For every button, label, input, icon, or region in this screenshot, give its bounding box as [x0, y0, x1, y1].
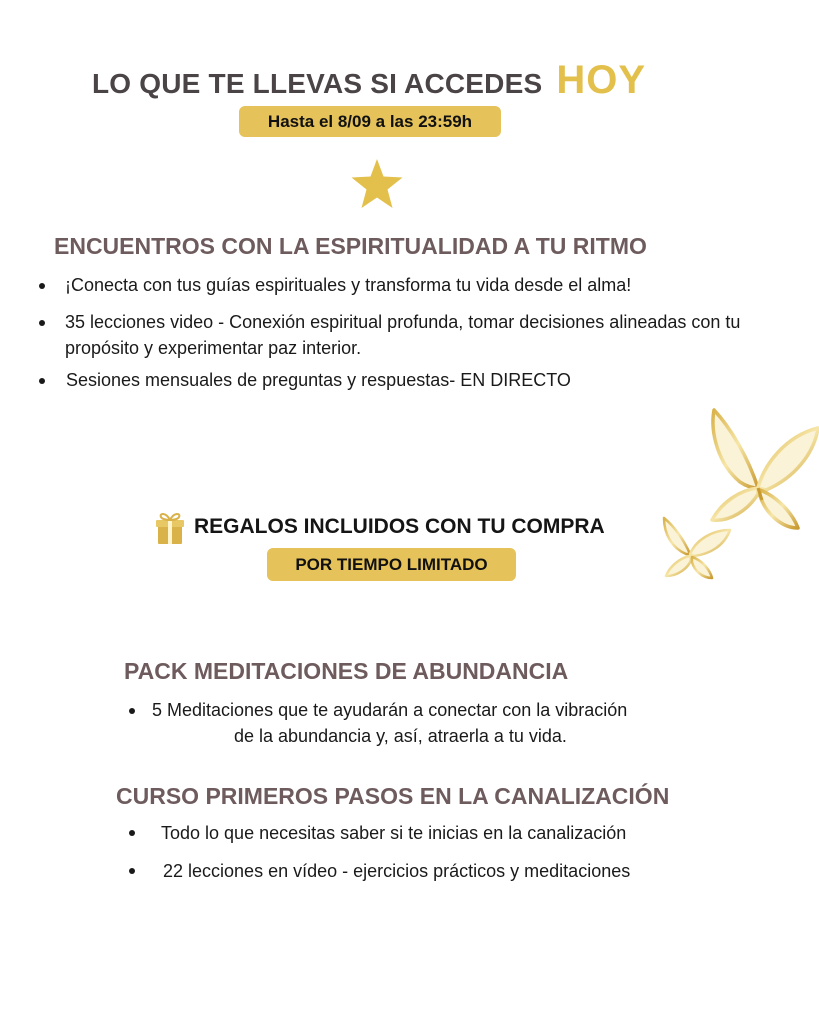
list-item: Todo lo que necesitas saber si te inicias en la canalización: [125, 820, 745, 846]
course-list: [125, 820, 745, 884]
list-item: [124, 697, 724, 749]
butterfly-icon: [660, 512, 732, 582]
deadline-badge: Hasta el 8/09 a las 23:59h: [239, 106, 501, 137]
list-item-line: 5 Meditaciones que te ayudarán a conectar con la vibración: [152, 700, 628, 720]
star-icon: [350, 158, 404, 210]
list-item: 22 lecciones en vídeo - ejercicios prácticos y meditaciones: [125, 858, 745, 884]
headline-text: LO QUE TE LLEVAS SI ACCEDES: [92, 68, 543, 99]
headline-accent-text: HOY: [556, 58, 647, 102]
meditations-list: [124, 697, 724, 749]
list-item-line: de la abundancia y, así, atraerla a tu vida.: [234, 726, 567, 746]
spirituality-benefits-list: [38, 272, 813, 393]
section-title-meditations: PACK MEDITACIONES DE ABUNDANCIA: [124, 658, 569, 684]
limited-time-badge: POR TIEMPO LIMITADO: [267, 548, 516, 581]
list-item: 35 lecciones video - Conexión espiritual profunda, tomar decisiones alineadas con tu propósito y experimentar paz interior.: [38, 309, 813, 361]
main-headline: [92, 58, 646, 103]
gifts-title: REGALOS INCLUIDOS CON TU COMPRA: [194, 515, 605, 538]
section-title-course: CURSO PRIMEROS PASOS EN LA CANALIZACIÓN: [116, 783, 670, 809]
gift-icon: [156, 511, 184, 545]
section-title-spirituality: ENCUENTROS CON LA ESPIRITUALIDAD A TU RITMO: [54, 233, 647, 259]
list-item: ¡Conecta con tus guías espirituales y transforma tu vida desde el alma!: [38, 272, 813, 298]
list-item: Sesiones mensuales de preguntas y respuestas- EN DIRECTO: [38, 367, 813, 393]
